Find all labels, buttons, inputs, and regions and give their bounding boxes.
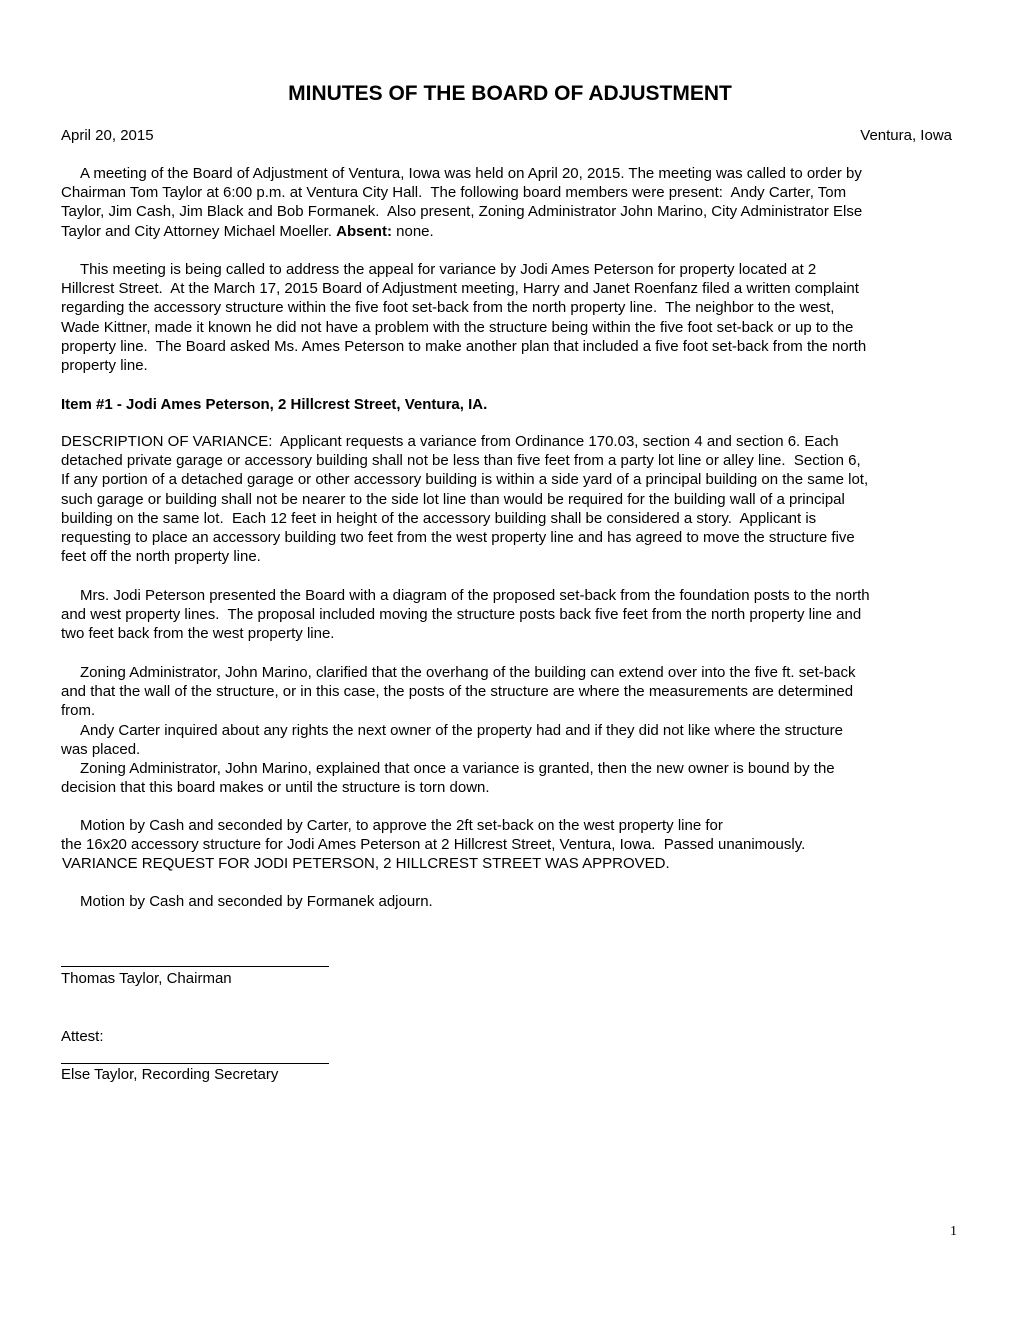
text-line bbox=[61, 721, 966, 740]
text-segment: was placed. bbox=[61, 740, 141, 758]
text-line bbox=[61, 298, 966, 317]
text-segment: property line. bbox=[61, 356, 148, 374]
text-line bbox=[61, 528, 966, 547]
text-segment: VARIANCE REQUEST FOR JODI PETERSON, 2 HILLCREST STREET WAS APPROVED. bbox=[62, 855, 670, 873]
absent-value: none. bbox=[391, 222, 434, 240]
text-line bbox=[61, 701, 966, 720]
text-line bbox=[61, 260, 966, 279]
text-line bbox=[61, 432, 966, 451]
text-line bbox=[61, 356, 966, 375]
text-line bbox=[61, 547, 966, 566]
text-line bbox=[61, 835, 966, 854]
text-line bbox=[61, 318, 966, 337]
text-line bbox=[61, 222, 966, 241]
page-number: 1 bbox=[950, 1224, 957, 1239]
text-line bbox=[61, 816, 966, 835]
text-line bbox=[61, 682, 966, 701]
text-segment: Wade Kittner, made it known he did not have a problem with the structure being within the five foot set-back or up to the bbox=[61, 318, 854, 336]
text-segment: regarding the accessory structure within the five foot set-back from the north property line. The neighbor to the west, bbox=[61, 299, 835, 317]
text-segment: Taylor, Jim Cash, Jim Black and Bob Formanek. Also present, Zoning Administrator John Marino, City Administrator Else bbox=[61, 203, 863, 221]
text-segment: feet off the north property line. bbox=[61, 548, 261, 566]
chairman-name: Thomas Taylor, Chairman bbox=[61, 970, 232, 987]
text-segment: Mrs. Jodi Peterson presented the Board with a diagram of the proposed set-back from the foundation posts to the north bbox=[80, 587, 870, 604]
text-segment: from. bbox=[61, 702, 96, 720]
chairman-signature-line bbox=[61, 966, 329, 967]
text-segment: Item #1 - Jodi Ames Peterson, 2 Hillcrest Street, Ventura, IA. bbox=[61, 396, 488, 413]
secretary-signature-line bbox=[61, 1063, 329, 1064]
meeting-date: April 20, 2015 bbox=[61, 127, 154, 144]
text-segment: requesting to place an accessory building two feet from the west property line and has agreed to move the structure five bbox=[61, 528, 855, 546]
text-segment: decision that this board makes or until the structure is torn down. bbox=[61, 779, 490, 797]
text-line bbox=[61, 605, 966, 624]
text-segment: two feet back from the west property line. bbox=[61, 625, 335, 643]
attest-label: Attest: bbox=[61, 1028, 104, 1045]
document-title: MINUTES OF THE BOARD OF ADJUSTMENT bbox=[288, 82, 732, 105]
text-line bbox=[61, 759, 966, 778]
text-segment: Chairman Tom Taylor at 6:00 p.m. at Ventura City Hall. The following board members were present: Andy Carter, Tom bbox=[61, 184, 847, 202]
text-line bbox=[61, 395, 966, 414]
text-segment: If any portion of a detached garage or other accessory building is within a side yard of a principal building on the same lot, bbox=[61, 471, 869, 489]
text-line bbox=[61, 451, 966, 470]
meeting-location: Ventura, Iowa bbox=[860, 127, 952, 144]
text-line bbox=[61, 586, 966, 605]
text-line bbox=[61, 337, 966, 356]
text-segment: building on the same lot. Each 12 feet in height of the accessory building shall be considered a story. Applicant is bbox=[61, 509, 817, 527]
text-line bbox=[61, 490, 966, 509]
text-line bbox=[61, 663, 966, 682]
absent-label: Absent: bbox=[336, 222, 392, 240]
text-segment: the 16x20 accessory structure for Jodi Ames Peterson at 2 Hillcrest Street, Ventura, Iowa. Passed unanimously. bbox=[61, 836, 806, 854]
motion-adjourn-paragraph bbox=[61, 892, 966, 911]
motion-approve-paragraph bbox=[61, 816, 966, 874]
text-segment: detached private garage or accessory building shall not be less than five feet from a party lot line or alley line. Section 6, bbox=[61, 452, 861, 470]
text-segment: such garage or building shall not be nearer to the side lot line than would be required for the building wall of a principal bbox=[61, 490, 845, 508]
attendance-paragraph bbox=[61, 164, 966, 241]
variance-description bbox=[61, 432, 966, 566]
text-segment: Zoning Administrator, John Marino, clarified that the overhang of the building can extend over into the five ft. set-back bbox=[80, 664, 856, 681]
text-line bbox=[61, 778, 966, 797]
text-line bbox=[61, 470, 966, 489]
text-line bbox=[61, 164, 966, 183]
text-segment: Hillcrest Street. At the March 17, 2015 Board of Adjustment meeting, Harry and Janet Roenfanz filed a written complaint bbox=[61, 280, 859, 298]
text-segment: Motion by Cash and seconded by Carter, to approve the 2ft set-back on the west property line for bbox=[80, 817, 723, 834]
text-segment: Andy Carter inquired about any rights the next owner of the property had and if they did not like where the structure bbox=[80, 721, 843, 739]
text-line bbox=[61, 202, 966, 221]
text-line bbox=[61, 183, 966, 202]
text-line bbox=[61, 624, 966, 643]
text-line bbox=[61, 509, 966, 528]
text-segment: and west property lines. The proposal included moving the structure posts back five feet from the north property line and bbox=[61, 606, 862, 624]
text-segment: This meeting is being called to address the appeal for variance by Jodi Ames Peterson for property located at 2 bbox=[80, 261, 817, 278]
discussion-paragraph bbox=[61, 663, 966, 797]
presentation-paragraph bbox=[61, 586, 966, 644]
text-segment: property line. The Board asked Ms. Ames Peterson to make another plan that included a five foot set-back from the north bbox=[61, 337, 867, 355]
text-segment: A meeting of the Board of Adjustment of Ventura, Iowa was held on April 20, 2015. The meeting was called to order by bbox=[80, 165, 862, 182]
text-segment: Motion by Cash and seconded by Formanek adjourn. bbox=[80, 893, 433, 910]
text-segment: DESCRIPTION OF VARIANCE: Applicant requests a variance from Ordinance 170.03, section 4 and section 6. Each bbox=[61, 433, 839, 450]
background-paragraph bbox=[61, 260, 966, 375]
text-line bbox=[61, 279, 966, 298]
text-line bbox=[61, 854, 966, 873]
text-line bbox=[61, 892, 966, 911]
secretary-name: Else Taylor, Recording Secretary bbox=[61, 1066, 279, 1083]
text-segment: and that the wall of the structure, or in this case, the posts of the structure are where the measurements are determined bbox=[61, 683, 854, 701]
item-heading bbox=[61, 395, 966, 414]
text-segment: Taylor and City Attorney Michael Moeller. bbox=[61, 222, 337, 240]
text-segment: Zoning Administrator, John Marino, explained that once a variance is granted, then the new owner is bound by the bbox=[80, 759, 835, 777]
text-line bbox=[61, 740, 966, 759]
